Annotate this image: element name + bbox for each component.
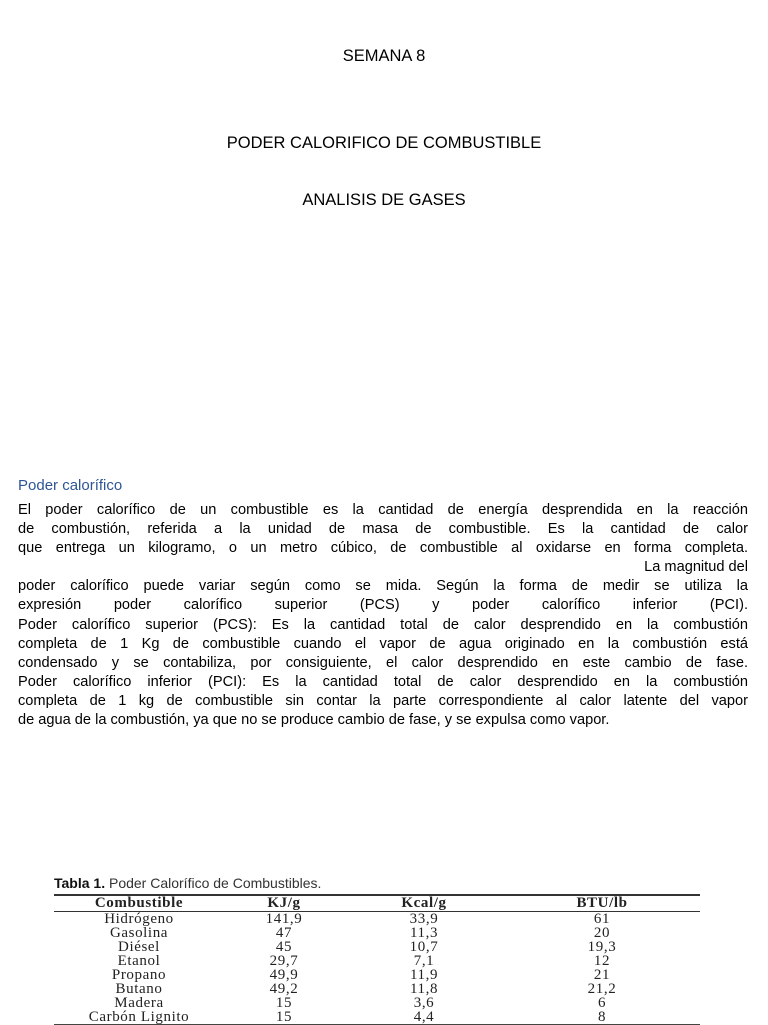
section-title: Poder calorífico bbox=[18, 477, 123, 494]
body-line: completa de 1 Kg de combustible cuando el vapor de agua originado en la combustión está bbox=[18, 635, 748, 652]
cell-fuel: Madera bbox=[114, 995, 164, 1011]
body-line: de combustión, referida a la unidad de masa de combustible. Es la cantidad de calor bbox=[18, 521, 748, 538]
cell-kcal: 11,8 bbox=[409, 981, 439, 997]
table-header-row bbox=[54, 895, 700, 912]
table-row bbox=[54, 926, 700, 940]
header-btu-lb: BTU/lb bbox=[504, 895, 700, 912]
table-row bbox=[54, 982, 700, 996]
section-body bbox=[18, 501, 748, 730]
cell-btu: 20 bbox=[593, 925, 611, 941]
cell-btu: 8 bbox=[597, 1009, 607, 1025]
table-caption-text: Poder Calorífico de Combustibles. bbox=[105, 875, 322, 891]
cell-btu: 21,2 bbox=[587, 981, 617, 997]
cell-btu: 6 bbox=[597, 995, 607, 1011]
header-combustible: Combustible bbox=[54, 895, 224, 912]
cell-fuel: Etanol bbox=[117, 953, 161, 969]
document-title: PODER CALORIFICO DE COMBUSTIBLE bbox=[226, 134, 542, 152]
header-kj-g: KJ/g bbox=[224, 895, 344, 912]
table-row bbox=[54, 940, 700, 954]
table-row bbox=[54, 912, 700, 927]
cell-kj: 141,9 bbox=[265, 911, 303, 927]
table-row bbox=[54, 1010, 700, 1025]
header-kcal-g: Kcal/g bbox=[344, 895, 504, 912]
document-subtitle: ANALISIS DE GASES bbox=[302, 191, 466, 209]
cell-btu: 19,3 bbox=[587, 939, 617, 955]
table-row bbox=[54, 996, 700, 1010]
cell-kj: 45 bbox=[275, 939, 293, 955]
cell-btu: 12 bbox=[593, 953, 611, 969]
cell-fuel: Carbón Lignito bbox=[88, 1009, 190, 1025]
body-line: que entrega un kilogramo, o un metro cúbico, de combustible al oxidarse en forma completa. bbox=[18, 540, 748, 557]
body-line: La magnitud del bbox=[644, 559, 748, 576]
cell-kj: 47 bbox=[275, 925, 293, 941]
body-line: condensado y se contabiliza, por consiguiente, el calor desprendido en este cambio de fase. bbox=[18, 654, 748, 671]
body-line: de agua de la combustión, ya que no se produce cambio de fase, y se expulsa como vapor. bbox=[18, 712, 610, 729]
cell-kcal: 4,4 bbox=[413, 1009, 435, 1025]
body-line: Poder calorífico inferior (PCI): Es la cantidad total de calor desprendido en la combustión bbox=[18, 673, 748, 690]
table-row bbox=[54, 954, 700, 968]
cell-btu: 61 bbox=[593, 911, 611, 927]
body-line: El poder calorífico de un combustible es la cantidad de energía desprendida en la reacción bbox=[18, 502, 748, 518]
body-line: completa de 1 kg de combustible sin contar la parte correspondiente al calor latente del vapor bbox=[18, 692, 748, 709]
cell-kj: 15 bbox=[275, 1009, 293, 1025]
cell-fuel: Diésel bbox=[118, 939, 160, 955]
cell-kj: 15 bbox=[275, 995, 293, 1011]
table-caption-label: Tabla 1. bbox=[54, 875, 106, 891]
table-caption bbox=[54, 874, 704, 892]
cell-kj: 49,9 bbox=[269, 967, 299, 983]
table-row bbox=[54, 968, 700, 982]
cell-kcal: 7,1 bbox=[413, 953, 435, 969]
cell-kj: 49,2 bbox=[269, 981, 299, 997]
cell-kcal: 3,6 bbox=[413, 995, 435, 1011]
cell-kj: 29,7 bbox=[269, 953, 299, 969]
cell-kcal: 10,7 bbox=[409, 939, 439, 955]
calorific-table-figure bbox=[54, 874, 704, 1025]
body-line: expresión poder calorífico superior (PCS) y poder calorífico inferior (PCI). bbox=[18, 597, 748, 614]
cell-kcal: 11,9 bbox=[409, 967, 439, 983]
week-heading: SEMANA 8 bbox=[342, 47, 426, 65]
cell-fuel: Propano bbox=[111, 967, 167, 983]
cell-kcal: 11,3 bbox=[409, 925, 439, 941]
cell-fuel: Hidrógeno bbox=[104, 911, 174, 927]
cell-fuel: Butano bbox=[115, 981, 163, 997]
cell-fuel: Gasolina bbox=[109, 925, 169, 941]
calorific-table bbox=[54, 894, 700, 1025]
cell-btu: 21 bbox=[593, 967, 611, 983]
cell-kcal: 33,9 bbox=[409, 911, 439, 927]
body-line: Poder calorífico superior (PCS): Es la cantidad total de calor desprendido en la combustión bbox=[18, 616, 748, 633]
body-line: poder calorífico puede variar según como se mida. Según la forma de medir se utiliza la bbox=[18, 578, 748, 595]
